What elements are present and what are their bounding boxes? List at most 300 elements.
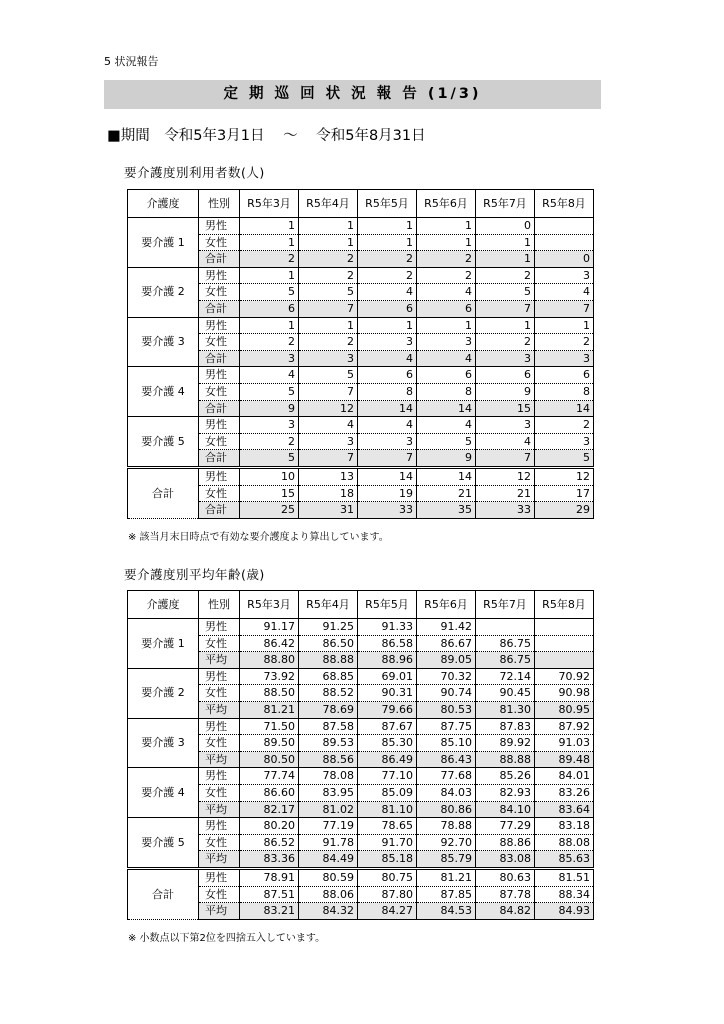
value-cell: 86.43 xyxy=(417,751,476,768)
value-cell: 83.08 xyxy=(476,851,535,869)
total-group xyxy=(128,467,594,518)
value-cell: 89.50 xyxy=(240,735,299,752)
value-cell: 21 xyxy=(476,485,535,502)
value-cell: 70.32 xyxy=(417,668,476,685)
value-cell: 84.82 xyxy=(476,903,535,920)
value-cell: 91.25 xyxy=(299,619,358,636)
value-cell: 78.08 xyxy=(299,768,358,785)
value-cell: 87.78 xyxy=(476,886,535,903)
value-cell: 83.21 xyxy=(240,903,299,920)
value-cell: 83.95 xyxy=(299,784,358,801)
value-cell: 2 xyxy=(535,417,594,434)
table-row xyxy=(128,768,594,785)
value-cell: 6 xyxy=(417,367,476,384)
column-header: R5年3月 xyxy=(240,190,299,218)
value-cell: 2 xyxy=(417,251,476,268)
sex-cell: 平均 xyxy=(199,652,240,669)
sex-cell: 女性 xyxy=(199,735,240,752)
value-cell: 80.75 xyxy=(358,868,417,886)
table-row xyxy=(128,317,594,334)
value-cell: 9 xyxy=(240,400,299,417)
value-cell: 2 xyxy=(476,267,535,284)
value-cell: 1 xyxy=(358,317,417,334)
value-cell: 80.20 xyxy=(240,818,299,835)
value-cell: 4 xyxy=(476,433,535,450)
value-cell: 78.65 xyxy=(358,818,417,835)
value-cell: 1 xyxy=(299,317,358,334)
value-cell: 73.92 xyxy=(240,668,299,685)
column-header: 性別 xyxy=(199,190,240,218)
table-row xyxy=(128,718,594,735)
report-title-banner: 定 期 巡 回 状 況 報 告 (1/3) xyxy=(104,80,601,109)
column-header: R5年7月 xyxy=(476,591,535,619)
value-cell: 89.05 xyxy=(417,652,476,669)
value-cell: 3 xyxy=(240,350,299,367)
sex-cell: 男性 xyxy=(199,768,240,785)
users-table-title: 要介護度別利用者数(人) xyxy=(124,165,265,180)
value-cell: 7 xyxy=(299,383,358,400)
sex-cell: 平均 xyxy=(199,903,240,920)
value-cell: 7 xyxy=(358,450,417,468)
column-header: R5年8月 xyxy=(535,591,594,619)
value-cell: 9 xyxy=(417,450,476,468)
value-cell: 88.08 xyxy=(535,834,594,851)
value-cell: 4 xyxy=(240,367,299,384)
value-cell: 14 xyxy=(358,467,417,485)
value-cell: 81.21 xyxy=(240,701,299,718)
value-cell: 1 xyxy=(417,234,476,251)
care-level-cell: 合計 xyxy=(128,868,199,919)
value-cell: 87.67 xyxy=(358,718,417,735)
value-cell: 80.50 xyxy=(240,751,299,768)
value-cell: 4 xyxy=(299,417,358,434)
value-cell: 1 xyxy=(240,317,299,334)
value-cell: 83.26 xyxy=(535,784,594,801)
table-row xyxy=(128,868,594,886)
value-cell: 87.75 xyxy=(417,718,476,735)
value-cell: 5 xyxy=(299,367,358,384)
value-cell: 90.98 xyxy=(535,685,594,702)
value-cell: 2 xyxy=(476,334,535,351)
value-cell: 86.42 xyxy=(240,635,299,652)
care-level-cell: 合計 xyxy=(128,467,199,518)
value-cell: 85.26 xyxy=(476,768,535,785)
value-cell: 21 xyxy=(417,485,476,502)
value-cell: 3 xyxy=(417,334,476,351)
value-cell: 83.64 xyxy=(535,801,594,818)
value-cell: 31 xyxy=(299,502,358,519)
section-label: 5 状況報告 xyxy=(104,55,159,68)
care-level-cell: 要介護 1 xyxy=(128,619,199,669)
value-cell: 84.03 xyxy=(417,784,476,801)
value-cell: 82.93 xyxy=(476,784,535,801)
value-cell: 1 xyxy=(476,317,535,334)
sex-cell: 平均 xyxy=(199,701,240,718)
value-cell: 4 xyxy=(358,284,417,301)
table-row xyxy=(128,818,594,835)
sex-cell: 女性 xyxy=(199,234,240,251)
value-cell: 86.52 xyxy=(240,834,299,851)
value-cell: 5 xyxy=(240,383,299,400)
value-cell: 81.02 xyxy=(299,801,358,818)
value-cell: 5 xyxy=(417,433,476,450)
value-cell: 2 xyxy=(240,433,299,450)
value-cell: 1 xyxy=(240,218,299,235)
value-cell: 1 xyxy=(299,218,358,235)
value-cell: 85.10 xyxy=(417,735,476,752)
value-cell: 88.50 xyxy=(240,685,299,702)
column-header: R5年4月 xyxy=(299,190,358,218)
table-row xyxy=(128,668,594,685)
period-separator: 〜 xyxy=(283,128,298,144)
value-cell: 88.80 xyxy=(240,652,299,669)
value-cell: 87.80 xyxy=(358,886,417,903)
value-cell: 85.18 xyxy=(358,851,417,869)
value-cell: 2 xyxy=(299,267,358,284)
value-cell: 13 xyxy=(299,467,358,485)
value-cell: 15 xyxy=(240,485,299,502)
value-cell: 8 xyxy=(358,383,417,400)
value-cell: 71.50 xyxy=(240,718,299,735)
value-cell: 87.83 xyxy=(476,718,535,735)
sex-cell: 女性 xyxy=(199,685,240,702)
care-level-cell: 要介護 2 xyxy=(128,668,199,718)
value-cell: 78.91 xyxy=(240,868,299,886)
value-cell: 6 xyxy=(417,300,476,317)
value-cell: 85.30 xyxy=(358,735,417,752)
value-cell: 12 xyxy=(535,467,594,485)
value-cell: 3 xyxy=(358,433,417,450)
sex-cell: 女性 xyxy=(199,886,240,903)
value-cell: 7 xyxy=(299,300,358,317)
value-cell: 35 xyxy=(417,502,476,519)
sex-cell: 男性 xyxy=(199,367,240,384)
table-header-row xyxy=(128,190,594,218)
care-level-group xyxy=(128,768,594,818)
value-cell: 70.92 xyxy=(535,668,594,685)
value-cell: 2 xyxy=(299,251,358,268)
table-row xyxy=(128,267,594,284)
value-cell: 3 xyxy=(535,433,594,450)
care-level-group xyxy=(128,367,594,417)
value-cell: 2 xyxy=(417,267,476,284)
care-level-cell: 要介護 4 xyxy=(128,367,199,417)
value-cell: 3 xyxy=(240,417,299,434)
care-level-group xyxy=(128,818,594,869)
value-cell: 7 xyxy=(535,300,594,317)
value-cell: 86.67 xyxy=(417,635,476,652)
value-cell: 92.70 xyxy=(417,834,476,851)
column-header: R5年6月 xyxy=(417,190,476,218)
reporting-period xyxy=(107,124,426,145)
value-cell: 89.48 xyxy=(535,751,594,768)
value-cell: 3 xyxy=(299,433,358,450)
value-cell: 4 xyxy=(417,350,476,367)
sex-cell: 合計 xyxy=(199,400,240,417)
column-header: R5年6月 xyxy=(417,591,476,619)
value-cell: 80.63 xyxy=(476,868,535,886)
users-table-note: ※ 該当月末日時点で有効な要介護度より算出しています。 xyxy=(128,532,389,543)
sex-cell: 合計 xyxy=(199,350,240,367)
value-cell: 77.29 xyxy=(476,818,535,835)
sex-cell: 女性 xyxy=(199,784,240,801)
value-cell: 1 xyxy=(358,218,417,235)
value-cell: 14 xyxy=(358,400,417,417)
value-cell: 8 xyxy=(417,383,476,400)
value-cell: 0 xyxy=(476,218,535,235)
value-cell: 78.88 xyxy=(417,818,476,835)
value-cell: 14 xyxy=(535,400,594,417)
value-cell: 19 xyxy=(358,485,417,502)
care-level-cell: 要介護 2 xyxy=(128,267,199,317)
care-level-group xyxy=(128,619,594,669)
total-group xyxy=(128,868,594,919)
value-cell: 87.92 xyxy=(535,718,594,735)
value-cell xyxy=(535,218,594,235)
value-cell: 2 xyxy=(535,334,594,351)
value-cell: 2 xyxy=(240,251,299,268)
value-cell: 5 xyxy=(240,284,299,301)
value-cell: 3 xyxy=(535,267,594,284)
value-cell: 88.06 xyxy=(299,886,358,903)
value-cell xyxy=(535,652,594,669)
value-cell: 1 xyxy=(299,234,358,251)
value-cell: 77.10 xyxy=(358,768,417,785)
value-cell: 88.52 xyxy=(299,685,358,702)
value-cell: 88.56 xyxy=(299,751,358,768)
value-cell: 81.10 xyxy=(358,801,417,818)
value-cell: 4 xyxy=(358,350,417,367)
value-cell: 6 xyxy=(358,300,417,317)
sex-cell: 男性 xyxy=(199,718,240,735)
sex-cell: 女性 xyxy=(199,433,240,450)
value-cell: 80.59 xyxy=(299,868,358,886)
value-cell: 85.63 xyxy=(535,851,594,869)
value-cell: 86.58 xyxy=(358,635,417,652)
value-cell: 9 xyxy=(476,383,535,400)
sex-cell: 女性 xyxy=(199,334,240,351)
value-cell: 87.51 xyxy=(240,886,299,903)
care-level-cell: 要介護 5 xyxy=(128,417,199,468)
sex-cell: 合計 xyxy=(199,251,240,268)
value-cell: 6 xyxy=(240,300,299,317)
value-cell: 84.10 xyxy=(476,801,535,818)
care-level-group xyxy=(128,668,594,718)
value-cell: 2 xyxy=(299,334,358,351)
value-cell: 77.74 xyxy=(240,768,299,785)
value-cell: 91.17 xyxy=(240,619,299,636)
period-to: 令和5年8月31日 xyxy=(316,128,426,144)
sex-cell: 合計 xyxy=(199,450,240,468)
value-cell: 5 xyxy=(535,450,594,468)
sex-cell: 男性 xyxy=(199,467,240,485)
value-cell: 86.75 xyxy=(476,652,535,669)
value-cell xyxy=(535,619,594,636)
value-cell: 4 xyxy=(417,417,476,434)
value-cell: 83.36 xyxy=(240,851,299,869)
value-cell: 5 xyxy=(240,450,299,468)
care-level-cell: 要介護 3 xyxy=(128,718,199,768)
value-cell: 91.42 xyxy=(417,619,476,636)
column-header: R5年7月 xyxy=(476,190,535,218)
value-cell: 68.85 xyxy=(299,668,358,685)
value-cell: 7 xyxy=(476,300,535,317)
column-header: R5年5月 xyxy=(358,591,417,619)
value-cell: 87.85 xyxy=(417,886,476,903)
value-cell: 80.53 xyxy=(417,701,476,718)
care-level-cell: 要介護 5 xyxy=(128,818,199,869)
value-cell: 69.01 xyxy=(358,668,417,685)
value-cell: 4 xyxy=(535,284,594,301)
value-cell: 12 xyxy=(476,467,535,485)
value-cell: 1 xyxy=(240,234,299,251)
value-cell: 3 xyxy=(358,334,417,351)
value-cell: 3 xyxy=(476,350,535,367)
value-cell: 18 xyxy=(299,485,358,502)
sex-cell: 男性 xyxy=(199,218,240,235)
value-cell: 72.14 xyxy=(476,668,535,685)
value-cell: 88.96 xyxy=(358,652,417,669)
value-cell: 6 xyxy=(476,367,535,384)
period-label: ■期間 xyxy=(107,128,150,144)
value-cell xyxy=(476,619,535,636)
value-cell: 4 xyxy=(358,417,417,434)
care-level-cell: 要介護 4 xyxy=(128,768,199,818)
value-cell: 10 xyxy=(240,467,299,485)
value-cell: 1 xyxy=(417,317,476,334)
value-cell: 14 xyxy=(417,467,476,485)
value-cell: 84.53 xyxy=(417,903,476,920)
value-cell: 5 xyxy=(476,284,535,301)
average-age-by-care-level-table xyxy=(127,590,594,920)
column-header: R5年8月 xyxy=(535,190,594,218)
value-cell: 6 xyxy=(358,367,417,384)
value-cell: 82.17 xyxy=(240,801,299,818)
value-cell: 90.45 xyxy=(476,685,535,702)
sex-cell: 平均 xyxy=(199,801,240,818)
table-header-row xyxy=(128,591,594,619)
value-cell: 0 xyxy=(535,251,594,268)
table-row xyxy=(128,417,594,434)
value-cell: 1 xyxy=(417,218,476,235)
value-cell: 77.68 xyxy=(417,768,476,785)
value-cell: 5 xyxy=(299,284,358,301)
care-level-cell: 要介護 3 xyxy=(128,317,199,367)
sex-cell: 平均 xyxy=(199,751,240,768)
value-cell: 84.27 xyxy=(358,903,417,920)
value-cell: 1 xyxy=(358,234,417,251)
age-table-note: ※ 小数点以下第2位を四捨五入しています。 xyxy=(128,933,326,944)
value-cell: 33 xyxy=(358,502,417,519)
value-cell: 84.32 xyxy=(299,903,358,920)
value-cell: 88.88 xyxy=(476,751,535,768)
value-cell: 33 xyxy=(476,502,535,519)
value-cell: 91.03 xyxy=(535,735,594,752)
value-cell: 90.31 xyxy=(358,685,417,702)
value-cell: 83.18 xyxy=(535,818,594,835)
value-cell: 81.30 xyxy=(476,701,535,718)
value-cell: 86.50 xyxy=(299,635,358,652)
value-cell: 7 xyxy=(476,450,535,468)
care-level-group xyxy=(128,718,594,768)
value-cell: 88.34 xyxy=(535,886,594,903)
value-cell: 3 xyxy=(476,417,535,434)
value-cell: 78.69 xyxy=(299,701,358,718)
value-cell xyxy=(535,635,594,652)
value-cell: 1 xyxy=(476,251,535,268)
sex-cell: 女性 xyxy=(199,284,240,301)
table-row xyxy=(128,619,594,636)
sex-cell: 女性 xyxy=(199,383,240,400)
value-cell: 3 xyxy=(299,350,358,367)
value-cell: 86.49 xyxy=(358,751,417,768)
value-cell: 90.74 xyxy=(417,685,476,702)
sex-cell: 平均 xyxy=(199,851,240,869)
care-level-group xyxy=(128,218,594,268)
sex-cell: 合計 xyxy=(199,300,240,317)
value-cell: 80.86 xyxy=(417,801,476,818)
value-cell xyxy=(535,234,594,251)
care-level-cell: 要介護 1 xyxy=(128,218,199,268)
value-cell: 6 xyxy=(535,367,594,384)
care-level-group xyxy=(128,267,594,317)
sex-cell: 男性 xyxy=(199,619,240,636)
value-cell: 12 xyxy=(299,400,358,417)
sex-cell: 女性 xyxy=(199,485,240,502)
value-cell: 87.58 xyxy=(299,718,358,735)
value-cell: 91.33 xyxy=(358,619,417,636)
sex-cell: 男性 xyxy=(199,868,240,886)
column-header: R5年3月 xyxy=(240,591,299,619)
value-cell: 91.78 xyxy=(299,834,358,851)
value-cell: 1 xyxy=(476,234,535,251)
value-cell: 91.70 xyxy=(358,834,417,851)
value-cell: 7 xyxy=(299,450,358,468)
sex-cell: 男性 xyxy=(199,317,240,334)
column-header: R5年4月 xyxy=(299,591,358,619)
users-by-care-level-table xyxy=(127,189,594,519)
value-cell: 86.60 xyxy=(240,784,299,801)
value-cell: 84.49 xyxy=(299,851,358,869)
value-cell: 89.92 xyxy=(476,735,535,752)
column-header: R5年5月 xyxy=(358,190,417,218)
value-cell: 86.75 xyxy=(476,635,535,652)
value-cell: 77.19 xyxy=(299,818,358,835)
period-from: 令和5年3月1日 xyxy=(164,128,265,144)
column-header: 介護度 xyxy=(128,190,199,218)
value-cell: 2 xyxy=(358,267,417,284)
value-cell: 84.93 xyxy=(535,903,594,920)
value-cell: 29 xyxy=(535,502,594,519)
value-cell: 1 xyxy=(240,267,299,284)
table-row xyxy=(128,218,594,235)
sex-cell: 男性 xyxy=(199,818,240,835)
sex-cell: 男性 xyxy=(199,417,240,434)
sex-cell: 女性 xyxy=(199,834,240,851)
value-cell: 2 xyxy=(358,251,417,268)
value-cell: 88.86 xyxy=(476,834,535,851)
sex-cell: 女性 xyxy=(199,635,240,652)
value-cell: 14 xyxy=(417,400,476,417)
sex-cell: 男性 xyxy=(199,267,240,284)
value-cell: 8 xyxy=(535,383,594,400)
table-row xyxy=(128,367,594,384)
value-cell: 17 xyxy=(535,485,594,502)
value-cell: 84.01 xyxy=(535,768,594,785)
value-cell: 89.53 xyxy=(299,735,358,752)
value-cell: 80.95 xyxy=(535,701,594,718)
value-cell: 1 xyxy=(535,317,594,334)
